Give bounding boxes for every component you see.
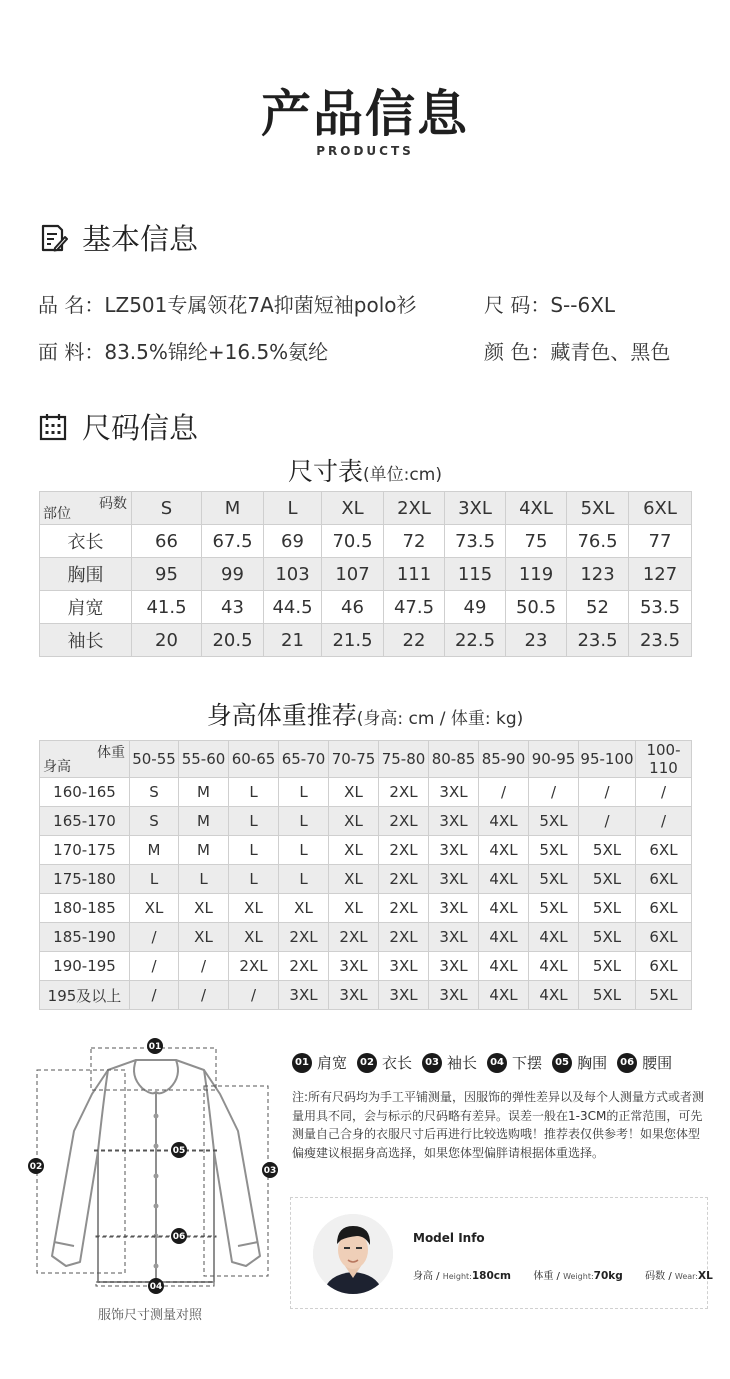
measure-note: 注:所有尺码均为手工平铺测量，因服饰的弹性差异以及每个人测量方式或者测量用具不同，会与标示的尺码略有差异。误差一般在1-3CM的正常范围，可先测量自己合身的衣服尺寸后再进行比较选购哦！推荐表仅供参考！如果您体型偏瘦建议根据身高选择，如果您体型偏胖请根据体重选择。: [292, 1090, 705, 1160]
legend-label: 胸围: [577, 1054, 608, 1072]
table-cell: 5XL: [579, 952, 636, 981]
recommend-unit: (身高: cm / 体重: kg): [356, 709, 524, 729]
model-stats: [413, 1267, 713, 1282]
table-cell: /: [636, 807, 692, 836]
table-cell: 127: [629, 558, 692, 591]
corner-weight-label: 体重: [97, 745, 125, 761]
recommend-name: 身高体重推荐: [206, 701, 357, 730]
corner-part-label: 部位: [43, 506, 71, 522]
table-cell: 75: [506, 525, 567, 558]
table-cell: 5XL: [579, 836, 636, 865]
table-cell: 6XL: [636, 865, 692, 894]
size-range: 尺 码：S--6XL: [484, 293, 616, 317]
legend-number: 03: [422, 1053, 442, 1073]
table-cell: 20.5: [202, 624, 264, 657]
svg-text:05: 05: [172, 1146, 186, 1156]
shirt-measure-diagram: [26, 1036, 286, 1304]
size-col-header: 6XL: [629, 492, 692, 525]
table-cell: 2XL: [329, 923, 379, 952]
color-options: 颜 色：藏青色、黑色: [484, 340, 671, 364]
table-cell: 2XL: [379, 894, 429, 923]
table-cell: 23: [506, 624, 567, 657]
table-cell: L: [279, 836, 329, 865]
model-weight-value: 70kg: [593, 1270, 623, 1282]
diagram-caption: 服饰尺寸测量对照: [97, 1308, 202, 1323]
table-row: [40, 525, 692, 558]
model-portrait: [313, 1214, 393, 1294]
table-row: [40, 923, 692, 952]
weight-col-header: 50-55: [130, 741, 179, 778]
table-cell: 5XL: [579, 923, 636, 952]
table-cell: 41.5: [132, 591, 202, 624]
table-cell: 72: [384, 525, 445, 558]
table-cell: XL: [279, 894, 329, 923]
basic-info-title: 基本信息: [82, 222, 199, 256]
table-cell: 22: [384, 624, 445, 657]
weight-col-header: 100-110: [636, 741, 692, 778]
table-row: [40, 807, 692, 836]
table-cell: 3XL: [429, 836, 479, 865]
legend-item: [422, 1052, 477, 1073]
size-info-heading: [38, 406, 198, 447]
table-cell: XL: [229, 923, 279, 952]
table-cell: 22.5: [445, 624, 506, 657]
table-row: [40, 624, 692, 657]
table-cell: 21.5: [322, 624, 384, 657]
table-cell: 2XL: [379, 923, 429, 952]
row-label: 170-175: [40, 836, 130, 865]
table-cell: 4XL: [529, 923, 579, 952]
size-table-corner: [40, 492, 132, 525]
row-label: 胸围: [40, 558, 132, 591]
size-table-unit: (单位:cm): [363, 465, 442, 485]
size-info-title: 尺码信息: [82, 411, 199, 445]
legend-number: 01: [292, 1053, 312, 1073]
table-cell: /: [130, 923, 179, 952]
table-cell: 70.5: [322, 525, 384, 558]
table-cell: 69: [264, 525, 322, 558]
table-cell: XL: [130, 894, 179, 923]
table-cell: 4XL: [479, 894, 529, 923]
table-cell: 46: [322, 591, 384, 624]
table-row: [40, 952, 692, 981]
weight-col-header: 95-100: [579, 741, 636, 778]
table-cell: M: [179, 836, 229, 865]
table-row: [40, 894, 692, 923]
table-cell: 3XL: [429, 952, 479, 981]
table-cell: /: [636, 778, 692, 807]
table-cell: 76.5: [567, 525, 629, 558]
table-cell: XL: [329, 836, 379, 865]
table-cell: L: [229, 807, 279, 836]
table-cell: M: [179, 778, 229, 807]
svg-text:03: 03: [263, 1166, 277, 1176]
table-cell: /: [579, 778, 636, 807]
table-cell: 43: [202, 591, 264, 624]
table-cell: 5XL: [529, 865, 579, 894]
page-subtitle: PRODUCTS: [316, 144, 414, 158]
table-cell: L: [130, 865, 179, 894]
table-cell: L: [229, 778, 279, 807]
legend-number: 02: [357, 1053, 377, 1073]
weight-col-header: 85-90: [479, 741, 529, 778]
table-cell: 6XL: [636, 894, 692, 923]
table-cell: 3XL: [279, 981, 329, 1010]
row-label: 175-180: [40, 865, 130, 894]
table-cell: 107: [322, 558, 384, 591]
size-col-header: 3XL: [445, 492, 506, 525]
table-cell: 3XL: [329, 981, 379, 1010]
table-cell: 5XL: [579, 894, 636, 923]
table-cell: 103: [264, 558, 322, 591]
weight-col-header: 55-60: [179, 741, 229, 778]
table-cell: 4XL: [479, 865, 529, 894]
table-row: [40, 591, 692, 624]
table-row: [40, 778, 692, 807]
table-row: [40, 836, 692, 865]
table-cell: 2XL: [379, 836, 429, 865]
table-cell: 2XL: [379, 778, 429, 807]
table-cell: 3XL: [379, 952, 429, 981]
recommend-table: [39, 740, 692, 1010]
table-cell: 2XL: [279, 952, 329, 981]
table-cell: 4XL: [479, 923, 529, 952]
legend-label: 肩宽: [317, 1054, 348, 1072]
table-cell: 4XL: [479, 981, 529, 1010]
table-cell: /: [179, 981, 229, 1010]
table-cell: /: [529, 778, 579, 807]
table-row: [40, 981, 692, 1010]
table-cell: 6XL: [636, 952, 692, 981]
basic-info-heading: [38, 217, 198, 258]
table-cell: L: [279, 807, 329, 836]
legend-label: 衣长: [382, 1054, 413, 1072]
model-size-value: XL: [698, 1270, 713, 1282]
table-cell: L: [229, 865, 279, 894]
weight-col-header: 60-65: [229, 741, 279, 778]
table-cell: XL: [329, 894, 379, 923]
table-cell: M: [179, 807, 229, 836]
legend-item: [487, 1052, 542, 1073]
table-cell: /: [479, 778, 529, 807]
table-cell: 4XL: [529, 952, 579, 981]
table-cell: 21: [264, 624, 322, 657]
table-cell: /: [130, 981, 179, 1010]
table-cell: XL: [229, 894, 279, 923]
table-cell: 5XL: [529, 894, 579, 923]
table-cell: 77: [629, 525, 692, 558]
legend-label: 袖长: [447, 1054, 478, 1072]
table-cell: 4XL: [479, 807, 529, 836]
table-cell: XL: [329, 865, 379, 894]
size-col-header: 2XL: [384, 492, 445, 525]
corner-height-label: 身高: [43, 759, 71, 775]
table-cell: 4XL: [479, 836, 529, 865]
size-table-name: 尺寸表: [288, 457, 364, 486]
table-cell: 5XL: [529, 807, 579, 836]
fabric: 面 料：83.5%锦纶+16.5%氨纶: [38, 340, 329, 364]
recommend-table-corner: [40, 741, 130, 778]
table-cell: 123: [567, 558, 629, 591]
table-cell: 2XL: [279, 923, 329, 952]
table-cell: 6XL: [636, 923, 692, 952]
table-cell: 23.5: [629, 624, 692, 657]
table-cell: /: [179, 952, 229, 981]
model-weight-label: 体重 /: [533, 1271, 564, 1282]
table-cell: 4XL: [529, 981, 579, 1010]
row-label: 衣长: [40, 525, 132, 558]
svg-text:01: 01: [148, 1042, 162, 1052]
legend-item: [617, 1052, 672, 1073]
table-cell: 73.5: [445, 525, 506, 558]
table-cell: L: [279, 778, 329, 807]
table-cell: 53.5: [629, 591, 692, 624]
measure-legend: [292, 1052, 682, 1073]
recommend-title: [0, 696, 730, 732]
size-col-header: 5XL: [567, 492, 629, 525]
table-cell: S: [130, 807, 179, 836]
table-cell: 47.5: [384, 591, 445, 624]
table-row: [40, 865, 692, 894]
model-size-label: 码数 /: [645, 1271, 675, 1282]
page-title: 产品信息: [261, 85, 469, 143]
table-cell: 6XL: [636, 836, 692, 865]
size-table-title: [0, 452, 730, 488]
table-cell: S: [130, 778, 179, 807]
weight-col-header: 90-95: [529, 741, 579, 778]
legend-number: 05: [552, 1053, 572, 1073]
recommend-table-header: [40, 741, 692, 778]
table-cell: /: [579, 807, 636, 836]
table-cell: 44.5: [264, 591, 322, 624]
table-cell: 3XL: [329, 952, 379, 981]
table-cell: 4XL: [479, 952, 529, 981]
table-cell: 3XL: [429, 807, 479, 836]
table-cell: 99: [202, 558, 264, 591]
size-col-header: L: [264, 492, 322, 525]
table-cell: 66: [132, 525, 202, 558]
table-cell: 3XL: [429, 865, 479, 894]
table-cell: 3XL: [429, 981, 479, 1010]
table-cell: 5XL: [636, 981, 692, 1010]
table-cell: 67.5: [202, 525, 264, 558]
size-table-header: [40, 492, 692, 525]
table-cell: 3XL: [379, 981, 429, 1010]
table-cell: M: [130, 836, 179, 865]
table-cell: XL: [179, 894, 229, 923]
size-col-header: S: [132, 492, 202, 525]
table-cell: L: [279, 865, 329, 894]
table-cell: XL: [329, 807, 379, 836]
table-row: [40, 558, 692, 591]
corner-size-label: 码数: [99, 496, 127, 512]
legend-item: [552, 1052, 607, 1073]
size-col-header: 4XL: [506, 492, 567, 525]
svg-text:06: 06: [172, 1232, 186, 1242]
table-cell: L: [229, 836, 279, 865]
row-label: 袖长: [40, 624, 132, 657]
row-label: 160-165: [40, 778, 130, 807]
legend-label: 下摆: [512, 1054, 543, 1072]
table-cell: 5XL: [529, 836, 579, 865]
table-cell: 2XL: [379, 865, 429, 894]
table-cell: XL: [329, 778, 379, 807]
table-cell: 2XL: [379, 807, 429, 836]
model-info-title: Model Info: [413, 1231, 485, 1245]
document-edit-icon: [38, 223, 68, 253]
size-col-header: M: [202, 492, 264, 525]
row-label: 190-195: [40, 952, 130, 981]
table-cell: L: [179, 865, 229, 894]
row-label: 肩宽: [40, 591, 132, 624]
model-weight-label-en: Weight:: [563, 1272, 594, 1281]
table-cell: /: [130, 952, 179, 981]
legend-item: [357, 1052, 412, 1073]
table-cell: 3XL: [429, 778, 479, 807]
row-label: 165-170: [40, 807, 130, 836]
table-cell: 20: [132, 624, 202, 657]
weight-col-header: 75-80: [379, 741, 429, 778]
product-name: 品 名：LZ501专属领花7A抑菌短袖polo衫: [38, 293, 417, 317]
table-cell: 119: [506, 558, 567, 591]
legend-label: 腰围: [642, 1054, 673, 1072]
model-height-label: 身高 /: [413, 1271, 443, 1282]
table-cell: 5XL: [579, 865, 636, 894]
legend-number: 06: [617, 1053, 637, 1073]
table-cell: 115: [445, 558, 506, 591]
table-cell: 111: [384, 558, 445, 591]
model-height-value: 180cm: [471, 1270, 511, 1282]
weight-col-header: 80-85: [429, 741, 479, 778]
table-cell: /: [229, 981, 279, 1010]
table-cell: 3XL: [429, 923, 479, 952]
table-cell: 95: [132, 558, 202, 591]
table-cell: 5XL: [579, 981, 636, 1010]
table-cell: 50.5: [506, 591, 567, 624]
model-height-label-en: Height:: [442, 1272, 472, 1281]
row-label: 180-185: [40, 894, 130, 923]
table-cell: 23.5: [567, 624, 629, 657]
svg-text:04: 04: [149, 1282, 163, 1292]
table-cell: 3XL: [429, 894, 479, 923]
table-cell: XL: [179, 923, 229, 952]
legend-number: 04: [487, 1053, 507, 1073]
calendar-grid-icon: [38, 412, 68, 442]
weight-col-header: 70-75: [329, 741, 379, 778]
table-cell: 2XL: [229, 952, 279, 981]
table-cell: 49: [445, 591, 506, 624]
model-info-card: [290, 1197, 713, 1309]
model-size-label-en: Wear:: [674, 1272, 698, 1281]
size-col-header: XL: [322, 492, 384, 525]
row-label: 185-190: [40, 923, 130, 952]
table-cell: 52: [567, 591, 629, 624]
svg-text:02: 02: [29, 1162, 43, 1172]
weight-col-header: 65-70: [279, 741, 329, 778]
size-table: [39, 491, 692, 657]
row-label: 195及以上: [40, 981, 130, 1010]
legend-item: [292, 1052, 347, 1073]
